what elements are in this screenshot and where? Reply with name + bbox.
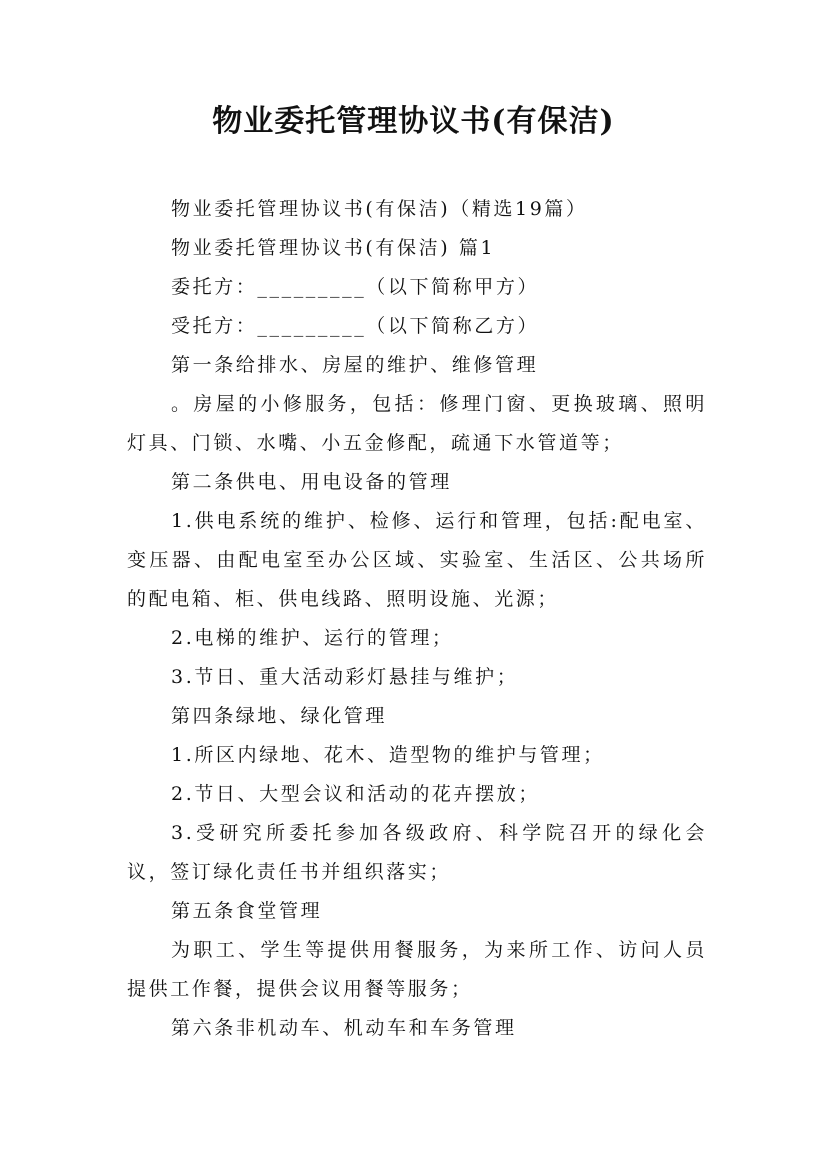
paragraph-article-2: 第二条供电、用电设备的管理 xyxy=(171,471,452,493)
paragraph-article-1-item: 。房屋的小修服务，包括：修理门窗、更换玻璃、照明灯具、门锁、水嘴、小五金修配，疏通下水管道等； xyxy=(127,393,707,454)
paragraph-client: 委托方：_________（以下简称甲方） xyxy=(171,276,540,298)
document-title: 物业委托管理协议书(有保洁) xyxy=(212,104,615,139)
paragraph-article-2-item-3: 3.节日、重大活动彩灯悬挂与维护； xyxy=(171,666,519,688)
paragraph-article-2-item-2: 2.电梯的维护、运行的管理； xyxy=(171,627,454,649)
paragraph-contractor: 受托方：_________（以下简称乙方） xyxy=(171,315,540,337)
paragraph-article-6: 第六条非机动车、机动车和车务管理 xyxy=(171,1017,517,1039)
paragraph-article-4-item-2: 2.节日、大型会议和活动的花卉摆放； xyxy=(171,783,540,805)
paragraph-article-4-item-3: 3.受研究所委托参加各级政府、科学院召开的绿化会议，签订绿化责任书并组织落实； xyxy=(127,822,707,883)
paragraph-chapter-heading: 物业委托管理协议书(有保洁) 篇1 xyxy=(171,237,496,259)
paragraph-subtitle: 物业委托管理协议书(有保洁)（精选19篇） xyxy=(171,198,588,220)
paragraph-article-2-item-1: 1.供电系统的维护、检修、运行和管理，包括:配电室、变压器、由配电室至办公区域、实验室、生活区、公共场所的配电箱、柜、供电线路、照明设施、光源； xyxy=(127,510,707,610)
paragraph-article-1: 第一条给排水、房屋的维护、维修管理 xyxy=(171,354,539,376)
paragraph-article-4: 第四条绿地、绿化管理 xyxy=(171,705,388,727)
paragraph-article-5-item: 为职工、学生等提供用餐服务，为来所工作、访问人员提供工作餐，提供会议用餐等服务； xyxy=(127,939,707,1000)
paragraph-article-5: 第五条食堂管理 xyxy=(171,900,323,922)
document-body xyxy=(127,190,707,1048)
paragraph-article-4-item-1: 1.所区内绿地、花木、造型物的维护与管理； xyxy=(171,744,605,766)
